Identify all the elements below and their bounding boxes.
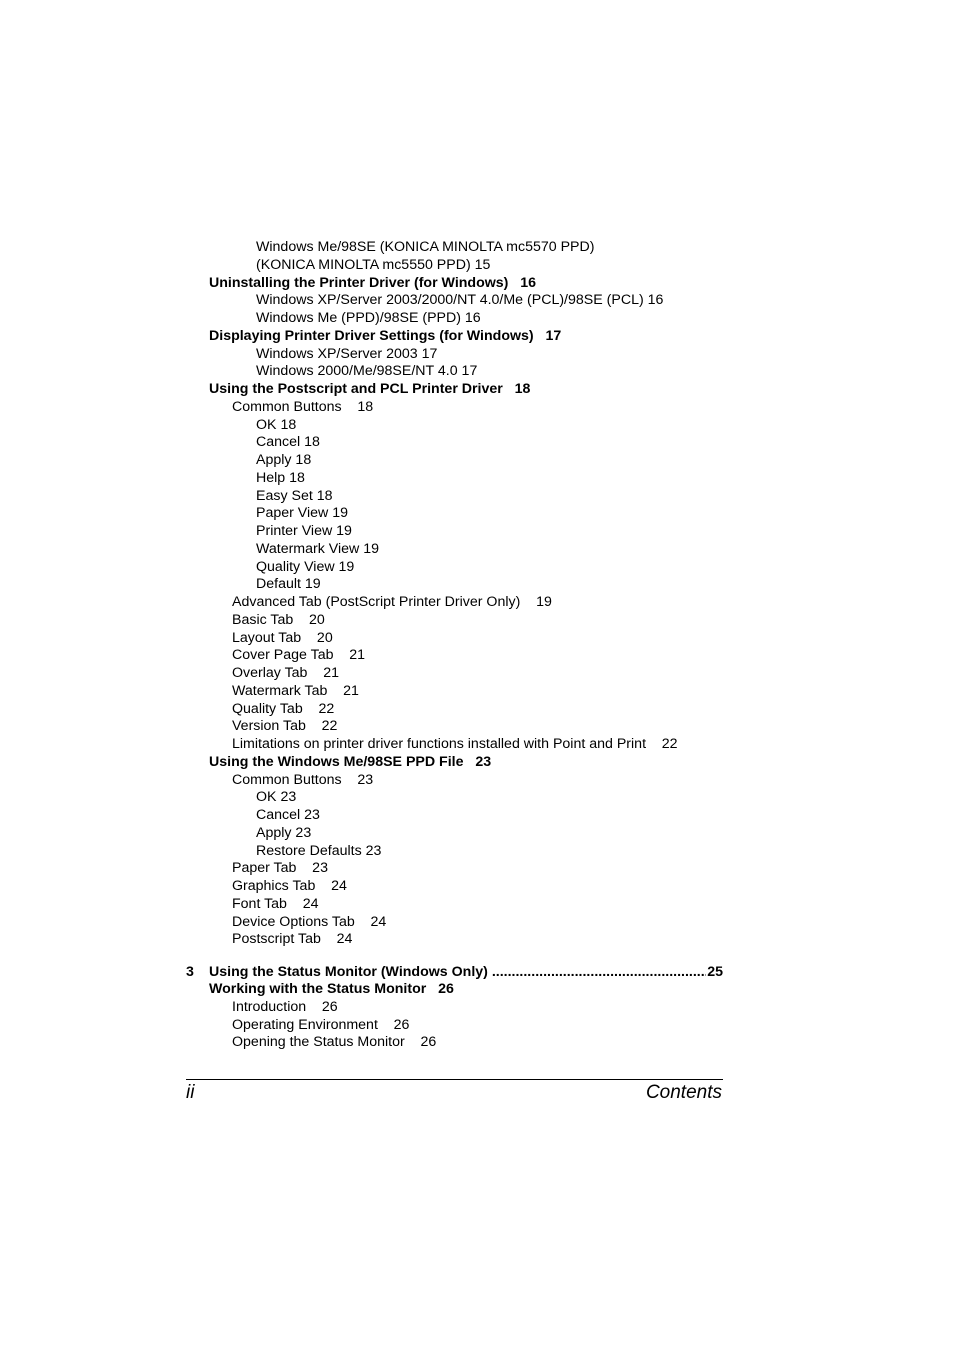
toc-entry[interactable]: Common Buttons 18 <box>232 398 374 415</box>
chapter-title: Using the Status Monitor (Windows Only) ..... <box>209 963 723 981</box>
toc-entry[interactable]: Postscript Tab 24 <box>232 931 353 948</box>
toc-entry[interactable]: Limitations on printer driver functions installed with Point and Print 22 <box>232 736 678 752</box>
toc-entry[interactable]: Opening the Status Monitor 26 <box>232 1034 437 1051</box>
toc-entry[interactable]: Windows XP/Server 2003 17 <box>256 345 438 362</box>
toc-entry[interactable]: Version Tab 22 <box>232 718 338 735</box>
toc-entry[interactable]: Windows Me (PPD)/98SE (PPD) 16 <box>256 310 481 326</box>
chapter-number: 3 <box>186 964 194 980</box>
toc-entry[interactable]: Quality View 19 <box>256 558 355 575</box>
chapter-page: 25 <box>707 964 723 980</box>
toc-entry[interactable]: Basic Tab 20 <box>232 611 325 628</box>
toc-entry[interactable]: Paper Tab 23 <box>232 860 328 877</box>
toc-entry[interactable]: Apply 23 <box>256 824 312 841</box>
toc-entry[interactable]: Graphics Tab 24 <box>232 878 347 894</box>
toc-entry[interactable]: Device Options Tab 24 <box>232 913 387 930</box>
toc-entry[interactable]: Overlay Tab 21 <box>232 665 339 681</box>
toc-entry[interactable]: Windows Me/98SE (KONICA MINOLTA mc5570 PPD) <box>256 239 595 255</box>
toc-entry[interactable]: Operating Environment 26 <box>232 1016 410 1033</box>
toc-entry[interactable]: OK 18 <box>256 416 297 433</box>
toc-section-heading[interactable]: Working with the Status Monitor 26 <box>209 981 454 997</box>
toc-entry[interactable]: Cancel 18 <box>256 434 320 451</box>
toc-entry[interactable]: Quality Tab 22 <box>232 700 335 717</box>
toc-section-heading[interactable]: Uninstalling the Printer Driver (for Windows) 16 <box>209 274 537 291</box>
toc-entry[interactable]: Apply 18 <box>256 452 312 468</box>
toc-entry[interactable]: Help 18 <box>256 469 305 486</box>
toc-entry[interactable]: Restore Defaults 23 <box>256 842 382 859</box>
toc-entry[interactable]: Font Tab 24 <box>232 895 319 912</box>
toc-entry[interactable]: (KONICA MINOLTA mc5550 PPD) 15 <box>256 256 491 273</box>
toc-entry[interactable]: Common Buttons 23 <box>232 771 374 788</box>
toc-entry[interactable]: OK 23 <box>256 789 297 806</box>
toc-entry[interactable]: Advanced Tab (PostScript Printer Driver Only) 19 <box>232 594 552 610</box>
toc-section-heading[interactable]: Displaying Printer Driver Settings (for Windows) 17 <box>209 327 562 344</box>
toc-entry[interactable]: Windows 2000/Me/98SE/NT 4.0 17 <box>256 363 478 380</box>
toc-entry[interactable]: Watermark Tab 21 <box>232 682 359 699</box>
footer-rule <box>186 1079 723 1080</box>
footer-page-number: ii <box>186 1082 195 1103</box>
toc-entry[interactable]: Paper View 19 <box>256 505 349 522</box>
toc-entry[interactable]: Easy Set 18 <box>256 487 333 504</box>
toc-section-heading[interactable]: Using the Windows Me/98SE PPD File 23 <box>209 753 492 770</box>
toc-entry[interactable]: Cancel 23 <box>256 807 320 823</box>
toc-entry[interactable]: Cover Page Tab 21 <box>232 647 366 664</box>
toc-entry[interactable]: Default 19 <box>256 576 321 593</box>
toc-entry[interactable]: Watermark View 19 <box>256 540 379 557</box>
toc-entry[interactable]: Windows XP/Server 2003/2000/NT 4.0/Me (PCL)/98SE (PCL) 16 <box>256 292 664 309</box>
toc-section-heading[interactable]: Using the Postscript and PCL Printer Driver 18 <box>209 381 531 397</box>
footer-section-title: Contents <box>645 1082 722 1103</box>
toc-entry[interactable]: Printer View 19 <box>256 523 352 539</box>
toc-entry[interactable]: Layout Tab 20 <box>232 629 333 646</box>
toc-entry[interactable]: Introduction 26 <box>232 998 338 1015</box>
